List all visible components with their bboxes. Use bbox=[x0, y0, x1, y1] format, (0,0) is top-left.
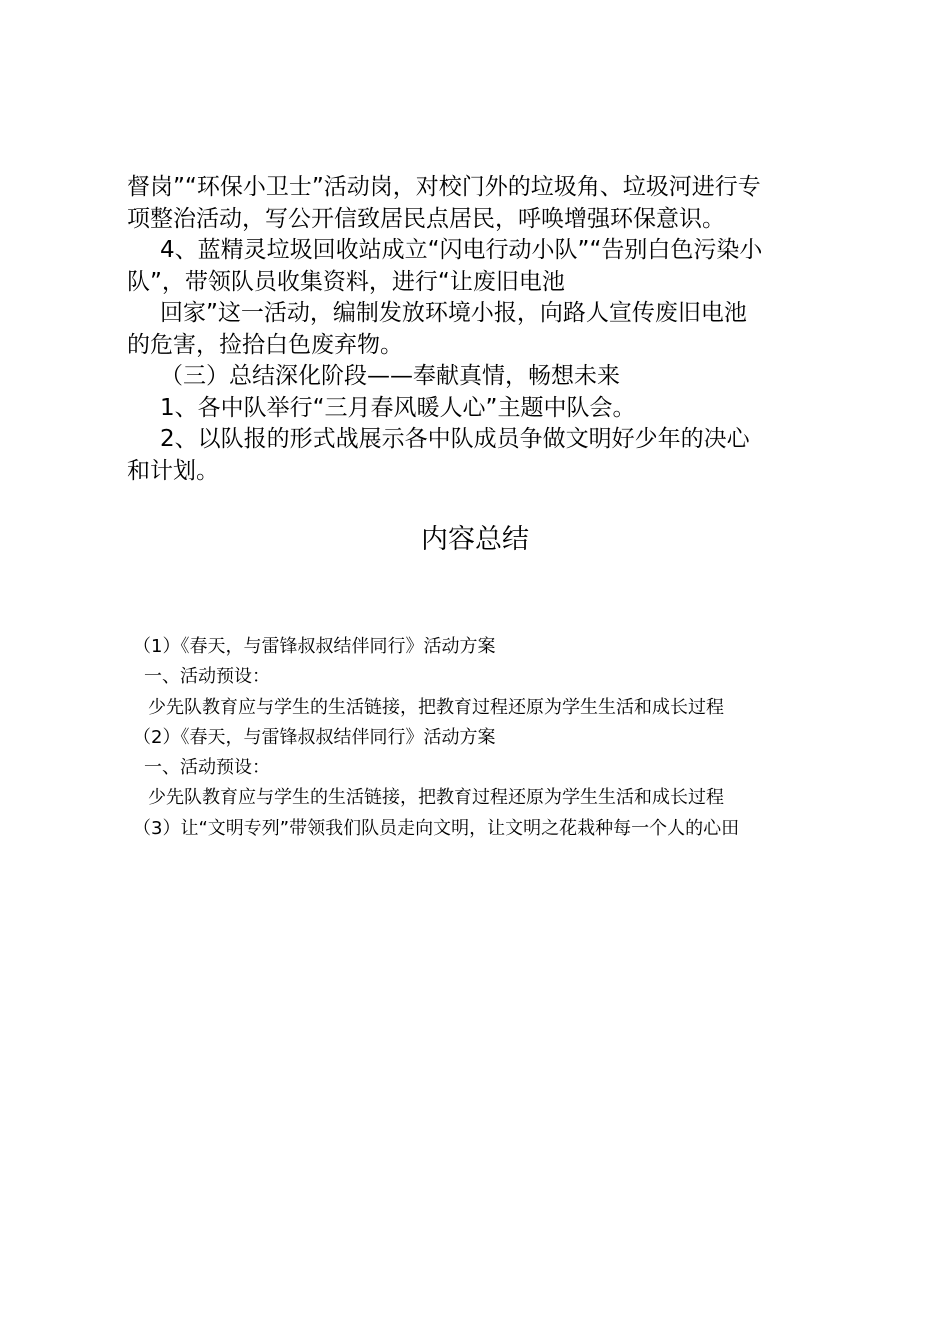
body-line: 的危害，捡拾白色废弃物。 bbox=[127, 331, 403, 358]
body-line: 回家”这一活动，编制发放环境小报，向路人宣传废旧电池 bbox=[160, 300, 747, 326]
body-line: 队”，带领队员收集资料，进行“让废旧电池 bbox=[127, 268, 565, 295]
summary-item: 少先队教育应与学生的生活链接，把教育过程还原为学生生活和成长过程 bbox=[148, 787, 724, 809]
body-line: 督岗”“环保小卫士”活动岗，对校门外的垃圾角、垃圾河进行专 bbox=[127, 174, 761, 200]
summary-item: （3）让“文明专列”带领我们队员走向文明，让文明之花栽种每一个人的心田 bbox=[133, 817, 740, 839]
summary-item: （1）《春天，与雷锋叔叔结伴同行》活动方案 bbox=[133, 636, 496, 657]
summary-item: 少先队教育应与学生的生活链接，把教育过程还原为学生生活和成长过程 bbox=[148, 696, 724, 718]
body-line: 2、以队报的形式战展示各中队成员争做文明好少年的决心 bbox=[160, 426, 750, 452]
body-line: （三）总结深化阶段——奉献真情，畅想未来 bbox=[160, 363, 620, 389]
body-line: 1、各中队举行“三月春风暖人心”主题中队会。 bbox=[160, 394, 636, 421]
body-line: 4、蓝精灵垃圾回收站成立“闪电行动小队”“告别白色污染小 bbox=[160, 237, 763, 263]
document-body bbox=[127, 172, 832, 487]
summary-title: 内容总结 bbox=[421, 524, 529, 555]
summary-list bbox=[133, 632, 833, 844]
summary-item: （2）《春天，与雷锋叔叔结伴同行》活动方案 bbox=[133, 726, 496, 748]
body-line: 项整治活动，写公开信致居民点居民，呼唤增强环保意识。 bbox=[127, 205, 725, 232]
body-line: 和计划。 bbox=[127, 457, 219, 484]
summary-item: 一、活动预设： bbox=[144, 666, 270, 688]
summary-item: 一、活动预设： bbox=[144, 757, 270, 779]
